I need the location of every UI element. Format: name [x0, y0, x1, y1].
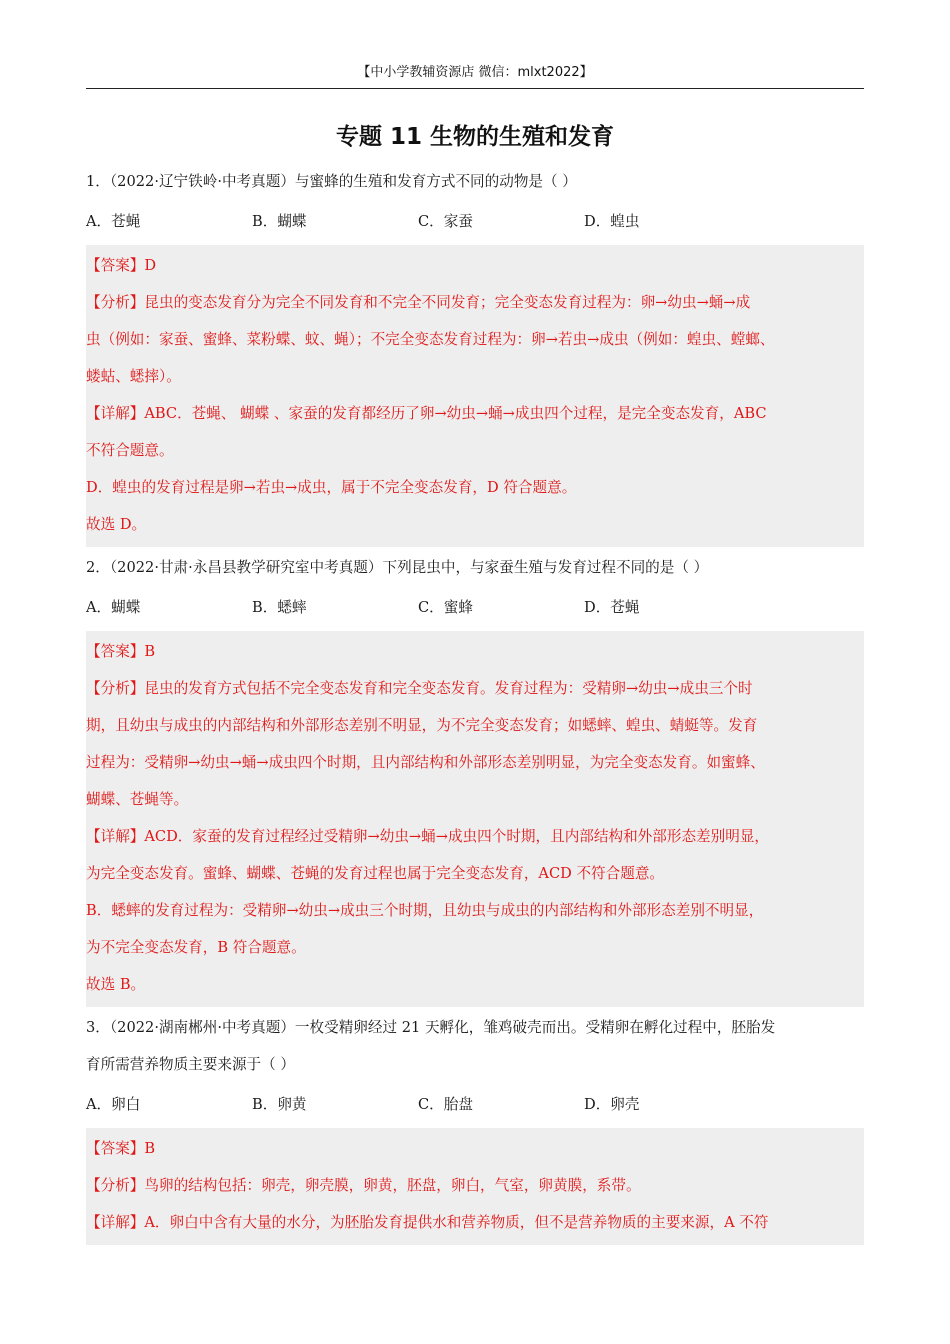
analysis-line: 【分析】昆虫的发育方式包括不完全变态发育和完全变态发育。发育过程为：受精卵→幼虫→成虫三个时: [86, 680, 753, 697]
analysis-line: 虫（例如：家蚕、蜜蜂、菜粉蝶、蚊、蝇）；不完全变态发育过程为：卵→若虫→成虫（例如：蝗虫、螳螂、: [86, 331, 775, 348]
detail-line: 为完全变态发育。蜜蜂、蝴蝶、苍蝇的发育过程也属于完全变态发育，ACD 不符合题意。: [86, 865, 665, 882]
answer-line: 【答案】D: [86, 257, 157, 274]
option-b: B．蟋蟀: [252, 599, 307, 616]
answer-panel: [86, 1128, 864, 1245]
detail-line: 不符合题意。: [86, 442, 174, 459]
option-c: C．蜜蜂: [418, 599, 473, 616]
question-text: 2．（2022·甘肃·永昌县教学研究室中考真题）下列昆虫中，与家蚕生殖与发育过程不同的是（ ）: [86, 559, 709, 576]
question-text: 3．（2022·湖南郴州·中考真题）一枚受精卵经过 21 天孵化，雏鸡破壳而出。受精卵在孵化过程中，胚胎发: [86, 1019, 776, 1036]
option-d: D．苍蝇: [584, 599, 640, 616]
document-body: [86, 168, 864, 1247]
detail-line: B．蟋蟀的发育过程为：受精卵→幼虫→成虫三个时期，且幼虫与成虫的内部结构和外部形态差别不明显，: [86, 902, 764, 919]
question-text: 1．（2022·辽宁铁岭·中考真题）与蜜蜂的生殖和发育方式不同的动物是（ ）: [86, 173, 577, 190]
page-header: 【中小学教辅资源店 微信：mlxt2022】: [357, 65, 593, 80]
option-d: D．蝗虫: [584, 213, 640, 230]
answer-panel: [86, 631, 864, 1007]
question-text: 育所需营养物质主要来源于（ ）: [86, 1056, 295, 1073]
header-divider: [86, 88, 864, 89]
option-row: [86, 1086, 864, 1123]
option-c: C．胎盘: [418, 1096, 473, 1113]
option-a: A．蝴蝶: [86, 599, 141, 616]
detail-line: 【详解】ACD．家蚕的发育过程经过受精卵→幼虫→蛹→成虫四个时期，且内部结构和外部形态差别明显，: [86, 828, 770, 845]
option-d: D．卵壳: [584, 1096, 640, 1113]
detail-line: D．蝗虫的发育过程是卵→若虫→成虫，属于不完全变态发育，D 符合题意。: [86, 479, 577, 496]
detail-line: 【详解】ABC．苍蝇、 蝴蝶 、家蚕的发育都经历了卵→幼虫→蛹→成虫四个过程，是完全变态发育，ABC: [86, 405, 767, 422]
question-3: [86, 1009, 864, 1245]
analysis-line: 蝴蝶、苍蝇等。: [86, 791, 189, 808]
option-row: [86, 589, 864, 626]
detail-line: 【详解】A．卵白中含有大量的水分，为胚胎发育提供水和营养物质，但不是营养物质的主要来源，A 不符: [86, 1214, 769, 1231]
detail-line: 故选 D。: [86, 516, 147, 533]
option-b: B．卵黄: [252, 1096, 307, 1113]
option-a: A．卵白: [86, 1096, 141, 1113]
detail-line: 为不完全变态发育，B 符合题意。: [86, 939, 306, 956]
answer-panel: [86, 245, 864, 547]
detail-line: 故选 B。: [86, 976, 146, 993]
analysis-line: 期，且幼虫与成虫的内部结构和外部形态差别不明显，为不完全变态发育；如蟋蟀、蝗虫、蜻蜓等。发育: [86, 717, 758, 734]
answer-line: 【答案】B: [86, 1140, 156, 1157]
option-c: C．家蚕: [418, 213, 473, 230]
analysis-line: 【分析】昆虫的变态发育分为完全不同发育和不完全不同发育；完全变态发育过程为：卵→幼虫→蛹→成: [86, 294, 751, 311]
answer-line: 【答案】B: [86, 643, 156, 660]
option-row: [86, 203, 864, 240]
question-1: [86, 168, 864, 547]
option-b: B．蝴蝶: [252, 213, 307, 230]
option-a: A．苍蝇: [86, 213, 141, 230]
page-title: 专题 11 生物的生殖和发育: [335, 124, 615, 150]
analysis-line: 【分析】鸟卵的结构包括：卵壳，卵壳膜，卵黄，胚盘，卵白，气室，卵黄膜，系带。: [86, 1177, 641, 1194]
analysis-line: 过程为：受精卵→幼虫→蛹→成虫四个时期，且内部结构和外部形态差别明显，为完全变态发育。如蜜蜂、: [86, 754, 765, 771]
question-2: [86, 549, 864, 1007]
analysis-line: 蝼蛄、蟋摔）。: [86, 368, 181, 385]
